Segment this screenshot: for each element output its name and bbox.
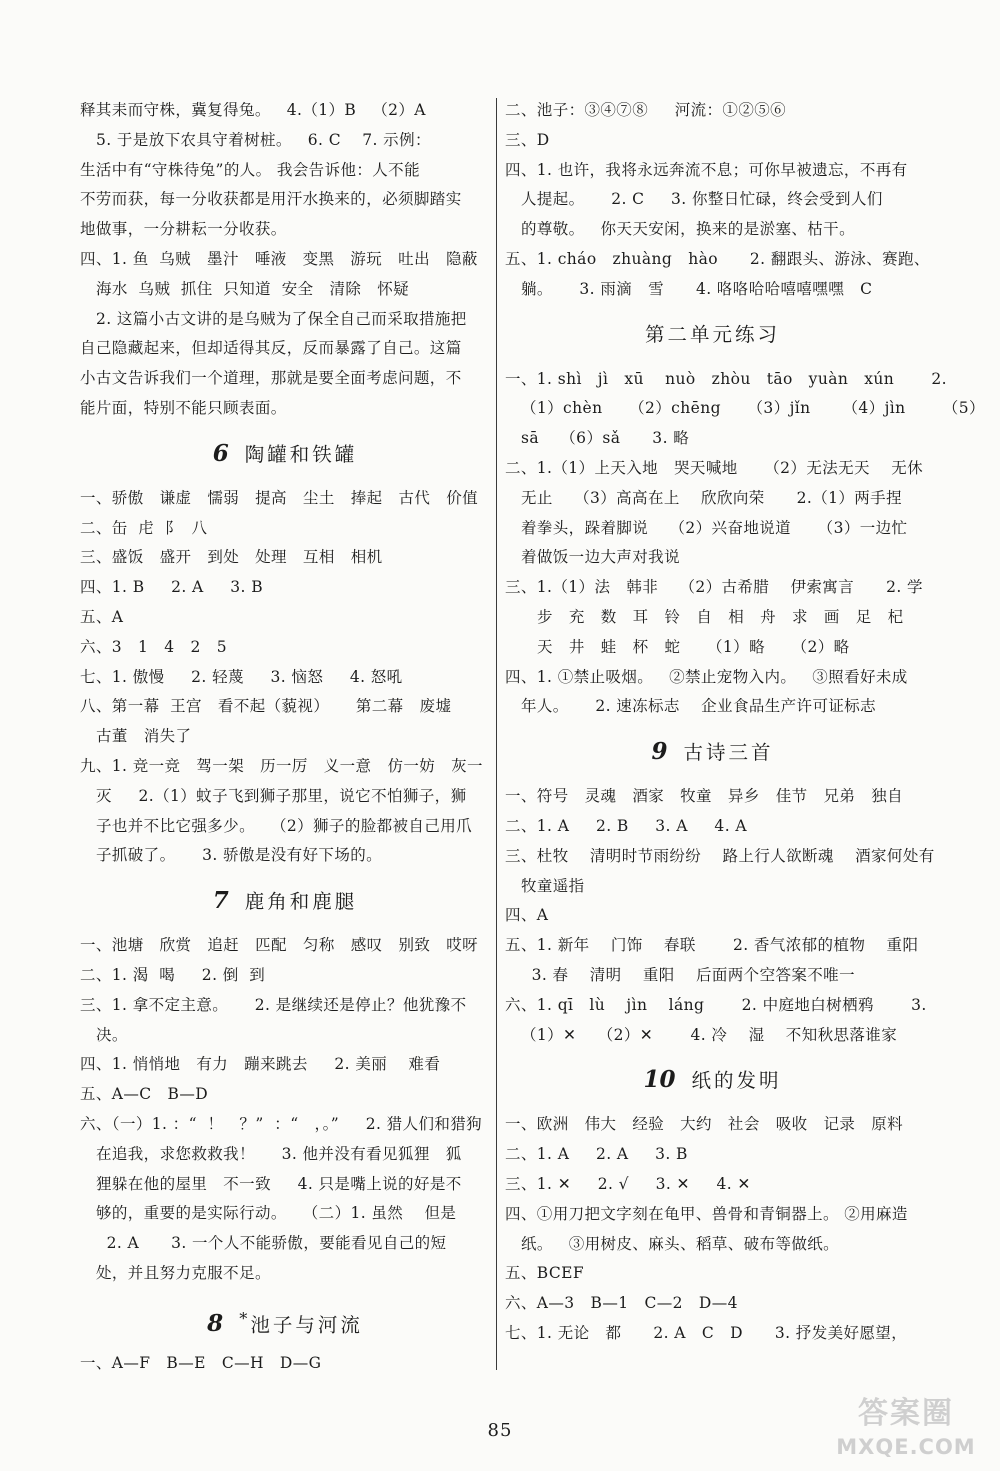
left-column xyxy=(80,96,490,1378)
answer-line: 着做饭一边大声对我说 xyxy=(505,548,680,567)
answer-line: 二、1. 渴 喝 2. 倒 到 xyxy=(80,965,266,984)
answer-line: 海水 乌贼 抓住 只知道 安全 清除 怀疑 xyxy=(80,279,410,298)
section-title: 鹿角和鹿腿 xyxy=(244,890,358,914)
answer-line: 三、1.（1）法 韩非 （2）古希腊 伊索寓言 2. 学 xyxy=(505,578,923,597)
answer-line: 五、A xyxy=(80,607,124,626)
answer-line: 人提起。 2. C 3. 你整日忙碌，终会受到人们 xyxy=(505,190,883,209)
answer-line: 四、1. 也许，我将永远奔流不息；可你早被遗忘，不再有 xyxy=(505,160,908,179)
answer-line: 无止 （3）高高在上 欣欣向荣 2.（1）两手捏 xyxy=(505,488,902,507)
answer-line: 一、欧洲 伟大 经验 大约 社会 吸收 记录 原料 xyxy=(505,1115,904,1134)
answer-line: 一、池塘 欣赏 追赶 匹配 匀称 感叹 别致 哎呀 xyxy=(80,936,479,955)
answer-line: 五、1. 新年 门饰 春联 2. 香气浓郁的植物 重阳 xyxy=(505,936,919,955)
answer-line: 子也并不比它强多少。 （2）狮子的脸都被自己用爪 xyxy=(80,816,473,835)
answer-line: 3. 春 清明 重阳 后面两个空答案不唯一 xyxy=(505,965,855,984)
answer-line: 能片面，特别不能只顾表面。 xyxy=(80,398,287,417)
answer-line: 三、D xyxy=(505,130,550,149)
answer-line: 八、第一幕 王宫 看不起（藐视） 第二幕 废墟 xyxy=(80,697,452,716)
answer-line: 六、（一）1. ：“ ！ ？” ：“ ，。” 2. 猎人们和猎狗 xyxy=(80,1114,483,1133)
watermark-logo: 答案圈 xyxy=(858,1396,954,1431)
answer-line: 三、1. 拿不定主意。 2. 是继续还是停止？他犹豫不 xyxy=(80,995,467,1014)
section-heading xyxy=(80,424,490,484)
page-number: 85 xyxy=(487,1420,513,1441)
answer-line: 够的，重要的是实际行动。 （二）1. 虽然 但是 xyxy=(80,1204,457,1223)
answer-line: 躺。 3. 雨滴 雪 4. 咯咯哈哈嘻嘻嘿嘿 C xyxy=(505,279,873,298)
answer-line: 六、1. qī lù jìn láng 2. 中庭地白树栖鸦 3. xyxy=(505,995,927,1014)
answer-line: 七、1. 傲慢 2. 轻蔑 3. 恼怒 4. 怒吼 xyxy=(80,667,403,686)
answer-line: 二、1.（1）上天入地 哭天喊地 （2）无法无天 无休 xyxy=(505,458,924,477)
answer-line: 二、缶 虍 阝 八 xyxy=(80,518,208,537)
column-divider xyxy=(496,98,497,1370)
section-number: 9 xyxy=(651,738,668,766)
section-title: 古诗三首 xyxy=(683,741,774,765)
section-heading xyxy=(505,305,920,365)
answer-line: 五、A—C B—D xyxy=(80,1085,209,1104)
answer-line: 四、1. 鱼 乌贼 墨汁 唾液 变黑 游玩 吐出 隐蔽 xyxy=(80,249,478,268)
answer-line: 五、1. cháo zhuàng hào 2. 翻跟头、游泳、赛跑、 xyxy=(505,249,930,268)
section-number-mark: * xyxy=(239,1308,251,1328)
answer-line: 九、1. 竞一竞 驾一架 历一厉 义一意 仿一妨 灰一 xyxy=(80,756,483,775)
answer-line: 六、3 1 4 2 5 xyxy=(80,637,228,656)
section-heading xyxy=(505,1050,920,1110)
watermark xyxy=(818,1394,994,1466)
answer-line: 五、BCEF xyxy=(505,1264,585,1283)
answer-line: 2. 这篇小古文讲的是乌贼为了保全自己而采取措施把 xyxy=(80,309,467,328)
answer-line: 三、杜牧 清明时节雨纷纷 路上行人欲断魂 酒家何处有 xyxy=(505,846,935,865)
section-title: 陶罐和铁罐 xyxy=(244,442,358,466)
answer-line: sā （6）sǎ 3. 略 xyxy=(505,429,690,448)
answer-line: 三、盛饭 盛开 到处 处理 互相 相机 xyxy=(80,548,383,567)
answer-line: 自己隐藏起来，但却适得其反，反而暴露了自己。这篇 xyxy=(80,339,462,358)
answer-line: 二、池子：③④⑦⑧ 河流：①②⑤⑥ xyxy=(505,101,787,119)
answer-line: 六、A—3 B—1 C—2 D—4 xyxy=(505,1294,738,1313)
answer-line: 二、1. A 2. B 3. A 4. A xyxy=(505,816,747,835)
answer-line: 地做事，一分耕耘一分收获。 xyxy=(80,220,287,239)
section-number: 10 xyxy=(643,1066,676,1094)
answer-line: 一、符号 灵魂 酒家 牧童 异乡 佳节 兄弟 独自 xyxy=(505,787,904,806)
answer-line: 着拳头，跺着脚说 （2）兴奋地说道 （3）一边忙 xyxy=(505,518,908,537)
answer-line: 释其耒而守株，冀复得兔。 4.（1）B （2）A xyxy=(80,101,426,119)
answer-line: 古董 消失了 xyxy=(80,727,192,746)
answer-line: 不劳而获，每一分收获都是用汗水换来的，必须脚踏实 xyxy=(80,190,462,209)
section-number: 6 xyxy=(212,439,229,467)
section-number: 7 xyxy=(212,887,229,915)
answer-line: 二、1. A 2. A 3. B xyxy=(505,1145,688,1164)
answer-line: 灭 2.（1）蚊子飞到狮子那里，说它不怕狮子，狮 xyxy=(80,786,467,805)
answer-line: 狸躲在他的屋里 不一致 4. 只是嘴上说的好是不 xyxy=(80,1174,462,1193)
answer-line: 决。 xyxy=(80,1025,128,1044)
answer-line: 三、1. ✕ 2. √ 3. ✕ 4. ✕ xyxy=(505,1174,751,1193)
answer-line: 的尊敬。 你天天安闲，换来的是淤塞、枯干。 xyxy=(505,220,855,239)
answer-line: 5. 于是放下农具守着树桩。 6. C 7. 示例： xyxy=(80,130,431,149)
section-title: 第二单元练习 xyxy=(644,322,780,346)
right-column xyxy=(505,96,985,1349)
answer-line: 牧童遥指 xyxy=(505,876,585,895)
answer-line: （1）chèn （2）chēng （3）jǐn （4）jìn （5） xyxy=(505,399,985,418)
answer-line: 一、A—F B—E C—H D—G xyxy=(80,1353,322,1372)
section-title: 纸的发明 xyxy=(691,1069,782,1093)
answer-line: 小古文告诉我们一个道理，那就是要全面考虑问题，不 xyxy=(80,369,462,388)
answer-line: 在追我，求您救救我！ 3. 他并没有看见狐狸 狐 xyxy=(80,1144,462,1163)
answer-line: 七、1. 无论 都 2. A C D 3. 抒发美好愿望， xyxy=(505,1323,908,1342)
answer-line: 步 充 数 耳 铃 自 相 舟 求 画 足 杞 xyxy=(505,607,904,626)
answer-line: 四、1. B 2. A 3. B xyxy=(80,578,263,597)
answer-line: 四、1. ①禁止吸烟。 ②禁止宠物入内。 ③照看好未成 xyxy=(505,667,908,686)
answer-line: （1）✕ （2）✕ 4. 冷 湿 不知秋思落谁家 xyxy=(505,1025,898,1044)
section-heading xyxy=(80,871,490,931)
answer-line: 纸。 ③用树皮、麻头、稻草、破布等做纸。 xyxy=(505,1234,840,1253)
section-heading xyxy=(80,1289,490,1349)
answer-line: 四、①用刀把文字刻在龟甲、兽骨和青铜器上。 ②用麻造 xyxy=(505,1204,908,1223)
answer-line: 处，并且努力克服不足。 xyxy=(80,1263,271,1282)
answer-line: 一、骄傲 谦虚 懦弱 提高 尘土 捧起 古代 价值 xyxy=(80,488,479,507)
answer-line: 年人。 2. 速冻标志 企业食品生产许可证标志 xyxy=(505,697,877,716)
answer-line: 四、A xyxy=(505,906,549,925)
answer-line: 一、1. shì jì xū nuò zhòu tāo yuàn xún 2. xyxy=(505,369,948,388)
answer-line: 四、1. 悄悄地 有力 蹦来跳去 2. 美丽 难看 xyxy=(80,1055,441,1074)
answer-line: 天 井 蛙 杯 蛇 （1）略 （2）略 xyxy=(505,637,850,656)
section-title: 池子与河流 xyxy=(250,1313,363,1337)
section-number: 8 xyxy=(207,1310,224,1338)
watermark-text: MXQE.COM xyxy=(836,1435,976,1459)
answer-line: 子抓破了。 3. 骄傲是没有好下场的。 xyxy=(80,846,383,865)
section-heading xyxy=(505,722,920,782)
answer-line: 生活中有“守株待兔”的人。 我会告诉他：人不能 xyxy=(80,160,420,179)
answer-line: 2. A 3. 一个人不能骄傲，要能看见自己的短 xyxy=(80,1234,447,1253)
